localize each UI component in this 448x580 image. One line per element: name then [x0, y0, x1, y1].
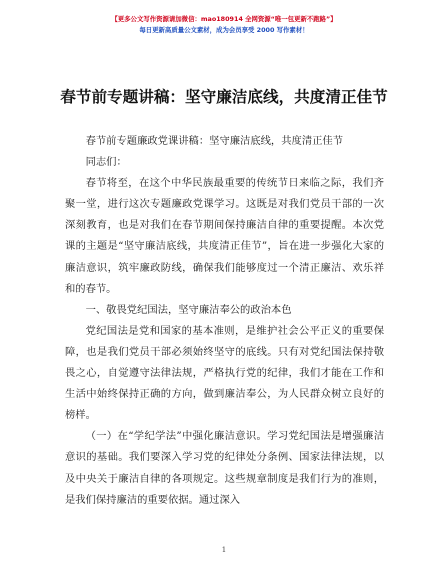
promo-line-2: 每日更新高质量公文素材，成为会员享受 2000 写作素材！ [139, 26, 309, 34]
salutation: 同志们： [85, 156, 127, 169]
document-title: 春节前专题讲稿：坚守廉洁底线，共度清正佳节 [60, 88, 388, 106]
subtitle-paragraph: 春节前专题廉政党课讲稿：坚守廉洁底线，共度清正佳节 [85, 135, 344, 147]
page-number: 1 [221, 546, 227, 554]
section-heading-1: 一、敬畏党纪国法，坚守廉洁奉公的政治本色 [85, 303, 292, 316]
promo-line-1: 【更多公文写作资源请加微信：mao180914 全网资源“唯一包更新不跑路”】 [111, 15, 337, 23]
subsection-1-paragraph: （一）在“学纪学法”中强化廉洁意识。学习党纪国法是增强廉洁意识的基础。我们要深入学习党的纪律处分条例、国家法律法规，以及中央关于廉洁自律的各项规定。这些规章制度是我们行为的准则，是我们保持廉洁的重要依据。通过深入 [65, 430, 384, 506]
promo-banner [0, 14, 448, 36]
document-body [65, 131, 384, 511]
intro-paragraph: 春节将至，在这个中华民族最重要的传统节日来临之际，我们齐聚一堂，进行这次专题廉政党课学习。这既是对我们党员干部的一次深刻教育，也是对我们在春节期间保持廉洁自律的重要提醒。本次党课的主题是“坚守廉洁底线，共度清正佳节”，旨在进一步强化大家的廉洁意识，筑牢廉政防线，确保我们能够度过一个清正廉洁、欢乐祥和的春节。 [65, 177, 384, 295]
section-1-paragraph: 党纪国法是党和国家的基本准则，是维护社会公平正义的重要保障，也是我们党员干部必须始终坚守的底线。只有对党纪国法保持敬畏之心，自觉遵守法律法规，严格执行党的纪律，我们才能在工作和生活中始终保持正确的方向，做到廉洁奉公，为人民群众树立良好的榜样。 [65, 324, 384, 422]
